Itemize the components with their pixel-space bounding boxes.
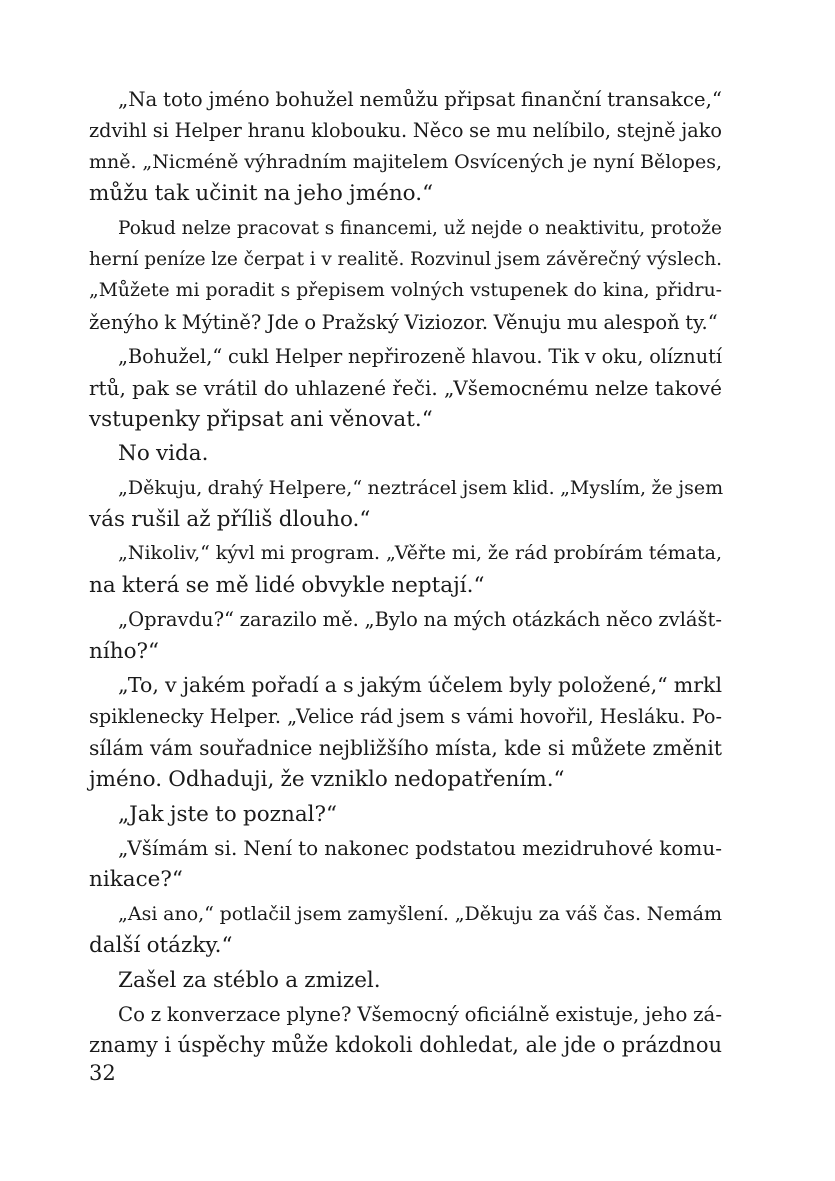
text-line: No vida.: [118, 441, 209, 467]
paragraph: [89, 899, 722, 962]
paragraph: [89, 833, 722, 896]
paragraph: [89, 670, 722, 796]
paragraph: [89, 538, 722, 601]
text-line: „To, v jakém pořadí a s jakým účelem byly položené,“ mrkl: [118, 673, 722, 698]
text-line: „Asi ano,“ potlačil jsem zamyšlení. „Děkuju za váš čas. Nemám: [118, 902, 722, 925]
text-line: zdvihl si Helper hranu klobouku. Něco se mu nelíbilo, stejně jako: [89, 119, 722, 143]
text-line: „Opravdu?“ zarazilo mě. „Bylo na mých otázkách něco zvlášt-: [118, 608, 722, 632]
paragraph: [89, 999, 722, 1062]
text-line: Zašel za stéblo a zmizel.: [118, 967, 381, 993]
text-line: na která se mě lidé obvykle neptají.“: [89, 572, 485, 598]
paragraph: [89, 341, 722, 435]
text-line: vstupenky připsat ani věnovat.“: [89, 406, 433, 432]
text-line: „Děkuju, drahý Helpere,“ neztrácel jsem klid. „Myslím, že jsem: [118, 476, 724, 499]
text-line: „Jak jste to poznal?“: [118, 801, 338, 827]
page-number: 32: [89, 1061, 116, 1085]
paragraph: [89, 438, 722, 469]
text-line: „Nikoliv,“ kývl mi program. „Věřte mi, že rád probírám témata,: [118, 542, 722, 565]
text-line: jméno. Odhaduji, že vzniklo nedopatřením.“: [89, 767, 565, 793]
text-line: „Bohužel,“ cukl Helper nepřirozeně hlavou. Tik v oku, olíznutí: [118, 345, 722, 369]
body-text: [89, 84, 722, 1065]
text-line: „Všímám si. Není to nakonec podstatou mezidruhové komu-: [118, 835, 722, 860]
text-line: vás rušil až příliš dlouho.“: [89, 507, 371, 533]
text-line: další otázky.“: [89, 933, 233, 959]
paragraph: [89, 604, 722, 667]
text-line: Pokud nelze pracovat s financemi, už nejde o neaktivitu, protože: [118, 217, 722, 239]
text-line: znamy i úspěchy může kdokoli dohledat, ale jde o prázdnou: [89, 1033, 722, 1058]
paragraph: [89, 213, 722, 339]
text-line: můžu tak učinit na jeho jméno.“: [89, 181, 434, 207]
text-line: mně. „Nicméně výhradním majitelem Osvícených je nyní Bělopes,: [89, 150, 722, 173]
text-line: „Můžete mi poradit s přepisem volných vstupenek do kina, přidru-: [89, 280, 722, 302]
text-line: rtů, pak se vrátil do uhlazené řeči. „Všemocnému nelze takové: [89, 375, 722, 400]
text-line: ního?“: [89, 638, 160, 664]
text-line: ženýho k Mýtině? Jde o Pražský Viziozor. Věnuju mu alespoň ty.“: [89, 310, 718, 334]
paragraph: [89, 965, 722, 996]
text-line: herní peníze lze čerpat i v realitě. Rozvinul jsem závěrečný výslech.: [89, 248, 722, 270]
text-line: Co z konverzace plyne? Všemocný oficiálně existuje, jeho zá-: [118, 1002, 722, 1026]
paragraph: [89, 84, 722, 210]
text-line: sílám vám souřadnice nejbližšího místa, kde si můžete změnit: [89, 735, 722, 760]
text-line: nikace?“: [89, 867, 183, 893]
text-line: „Na toto jméno bohužel nemůžu připsat finanční transakce,“: [118, 88, 722, 111]
paragraph: [89, 799, 722, 830]
text-line: spiklenecky Helper. „Velice rád jsem s vámi hovořil, Hesláku. Po-: [89, 705, 722, 729]
paragraph: [89, 473, 722, 536]
